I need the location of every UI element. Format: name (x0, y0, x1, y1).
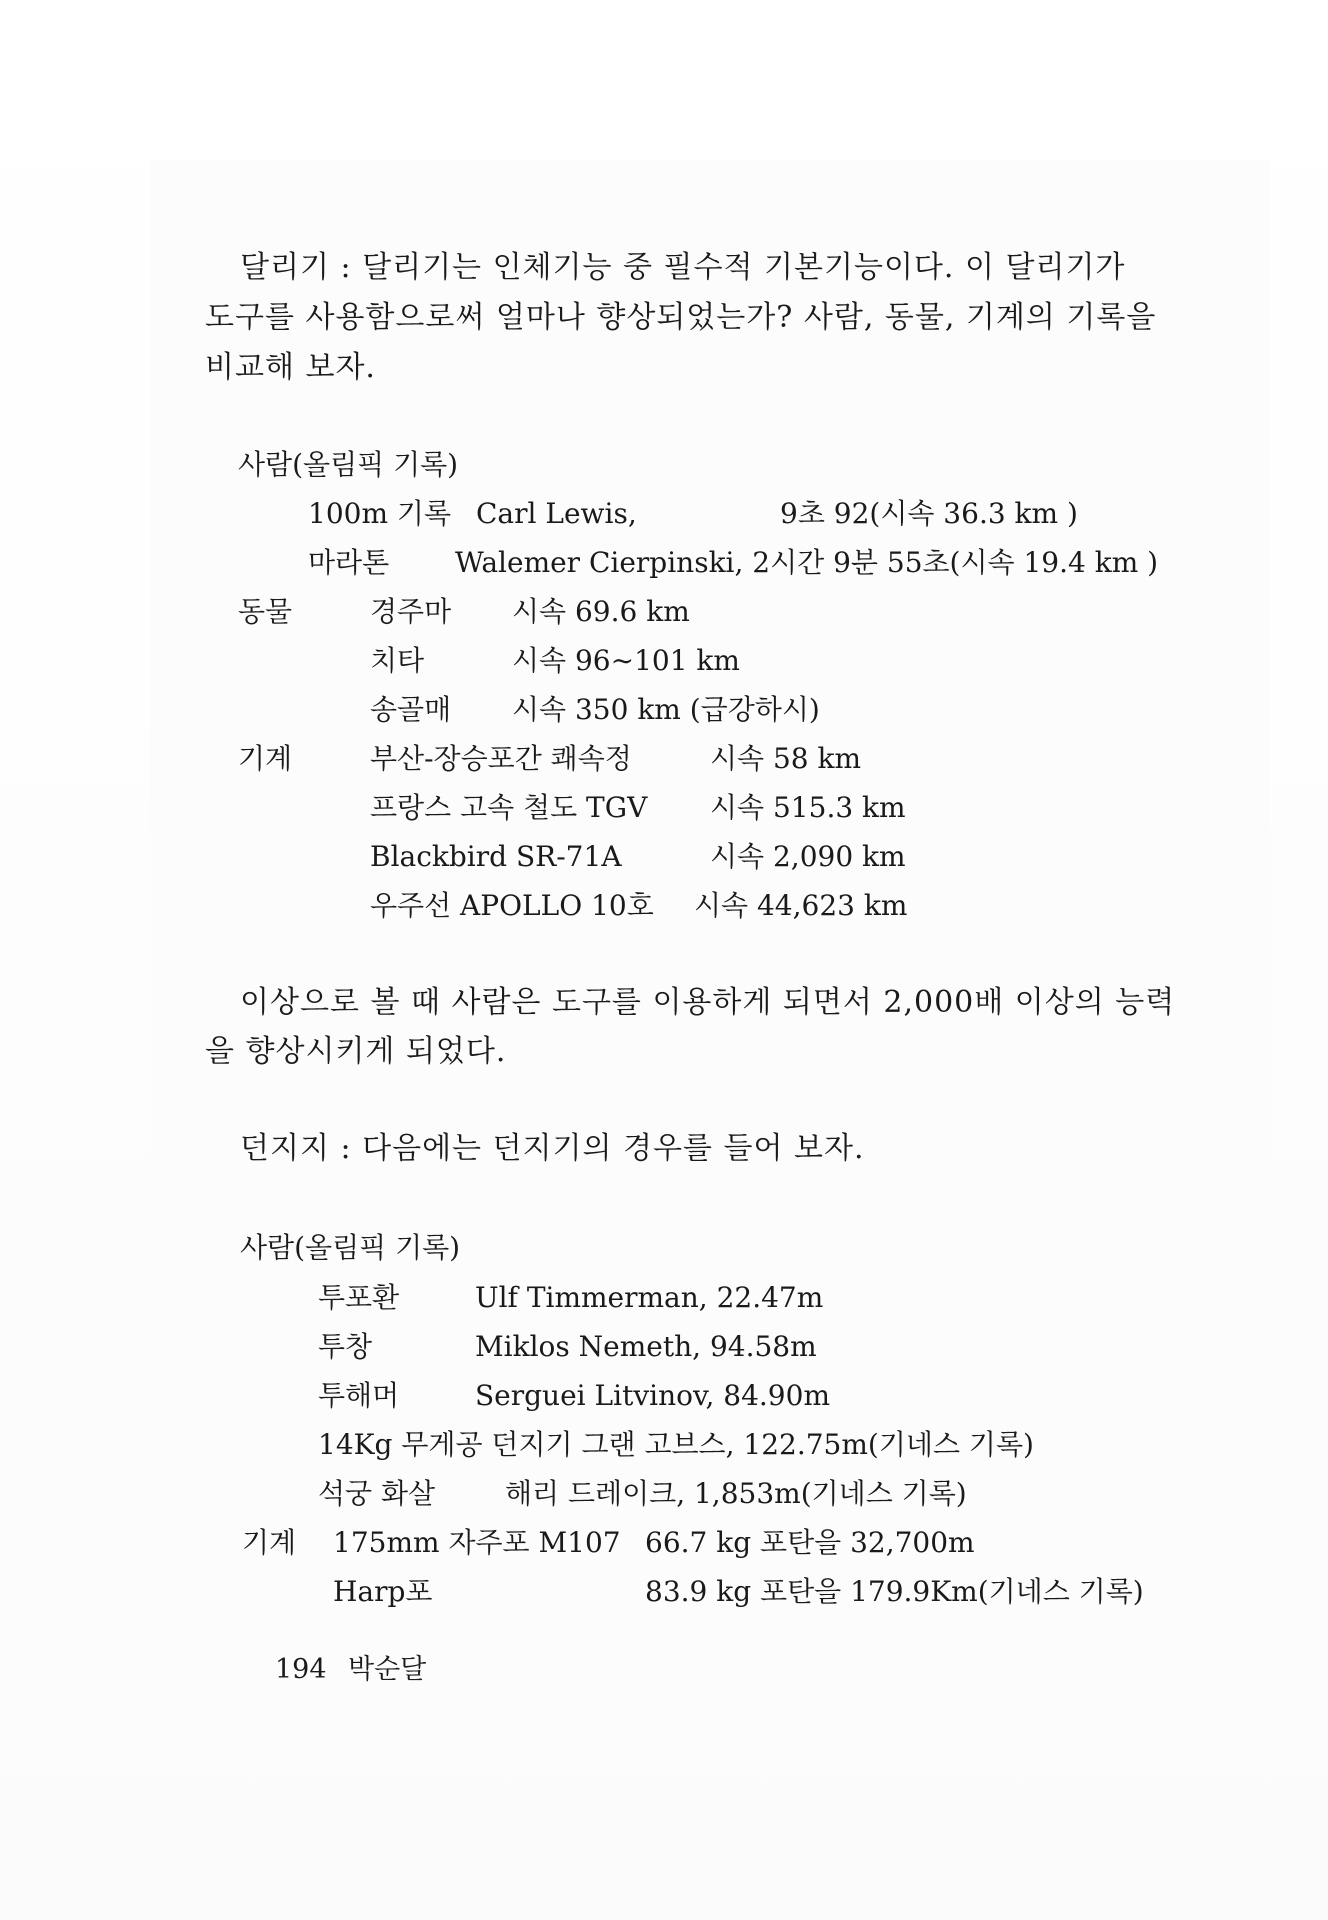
event-label: 석궁 화살 (318, 1477, 436, 1510)
section-heading: 사람(올림픽 기록) (240, 1231, 461, 1264)
category-label: 동물 (238, 595, 293, 628)
item-name: 부산-장승포간 쾌속정 (370, 742, 632, 775)
record-holder: Ulf Timmerman, 22.47m (475, 1281, 824, 1314)
item-speed: 시속 58 km (710, 742, 862, 775)
record-holder: Miklos Nemeth, 94.58m (475, 1330, 817, 1363)
paragraph-line: 도구를 사용함으로써 얼마나 향상되었는가? 사람, 동물, 기계의 기록을 (205, 300, 1157, 335)
category-label: 기계 (242, 1526, 297, 1559)
paragraph-line: 달리기 : 달리기는 인체기능 중 필수적 기본기능이다. 이 달리기가 (240, 250, 1126, 285)
record-row: 14Kg 무게공 던지기 그랜 고브스, 122.75m(기네스 기록) (318, 1428, 1034, 1461)
item-name: 송골매 (370, 693, 452, 726)
item-name: 프랑스 고속 철도 TGV (370, 791, 648, 824)
section-heading: 사람(올림픽 기록) (238, 448, 459, 481)
event-label: 마라톤 (308, 546, 390, 579)
paragraph-line: 을 향상시키게 되었다. (205, 1034, 507, 1069)
category-label: 기계 (238, 742, 293, 775)
paragraph-line: 던지지 : 다음에는 던지기의 경우를 들어 보자. (240, 1131, 865, 1166)
record-holder: Walemer Cierpinski, 2시간 9분 55초(시속 19.4 km ) (455, 546, 1159, 579)
page-number: 194 (275, 1654, 327, 1685)
record-time: 9초 92(시속 36.3 km ) (780, 497, 1078, 530)
record-holder: Serguei Litvinov, 84.90m (475, 1379, 830, 1412)
item-record: 66.7 kg 포탄을 32,700m (645, 1526, 975, 1559)
event-label: 100m 기록 (308, 497, 451, 530)
item-name: 우주선 APOLLO 10호 (370, 889, 654, 922)
event-label: 투해머 (318, 1379, 400, 1412)
item-name: 175mm 자주포 M107 (333, 1526, 621, 1559)
item-speed: 시속 44,623 km (694, 889, 908, 922)
record-holder: 해리 드레이크, 1,853m(기네스 기록) (505, 1477, 967, 1510)
paragraph-line: 비교해 보자. (205, 350, 376, 385)
item-name: 치타 (370, 644, 425, 677)
record-holder: Carl Lewis, (476, 497, 637, 530)
item-name: Blackbird SR-71A (370, 840, 622, 873)
item-speed: 시속 69.6 km (512, 595, 690, 628)
item-speed: 시속 96∼101 km (512, 644, 740, 677)
item-speed: 시속 350 km (급강하시) (512, 693, 820, 726)
item-name: Harp포 (333, 1575, 433, 1608)
item-name: 경주마 (370, 595, 452, 628)
item-speed: 시속 515.3 km (710, 791, 906, 824)
item-record: 83.9 kg 포탄을 179.9Km(기네스 기록) (645, 1575, 1144, 1608)
paragraph-line: 이상으로 볼 때 사람은 도구를 이용하게 되면서 2,000배 이상의 능력 (240, 985, 1176, 1020)
item-speed: 시속 2,090 km (710, 840, 906, 873)
author-name: 박순달 (348, 1654, 427, 1685)
event-label: 투포환 (318, 1281, 400, 1314)
event-label: 투창 (318, 1330, 373, 1363)
